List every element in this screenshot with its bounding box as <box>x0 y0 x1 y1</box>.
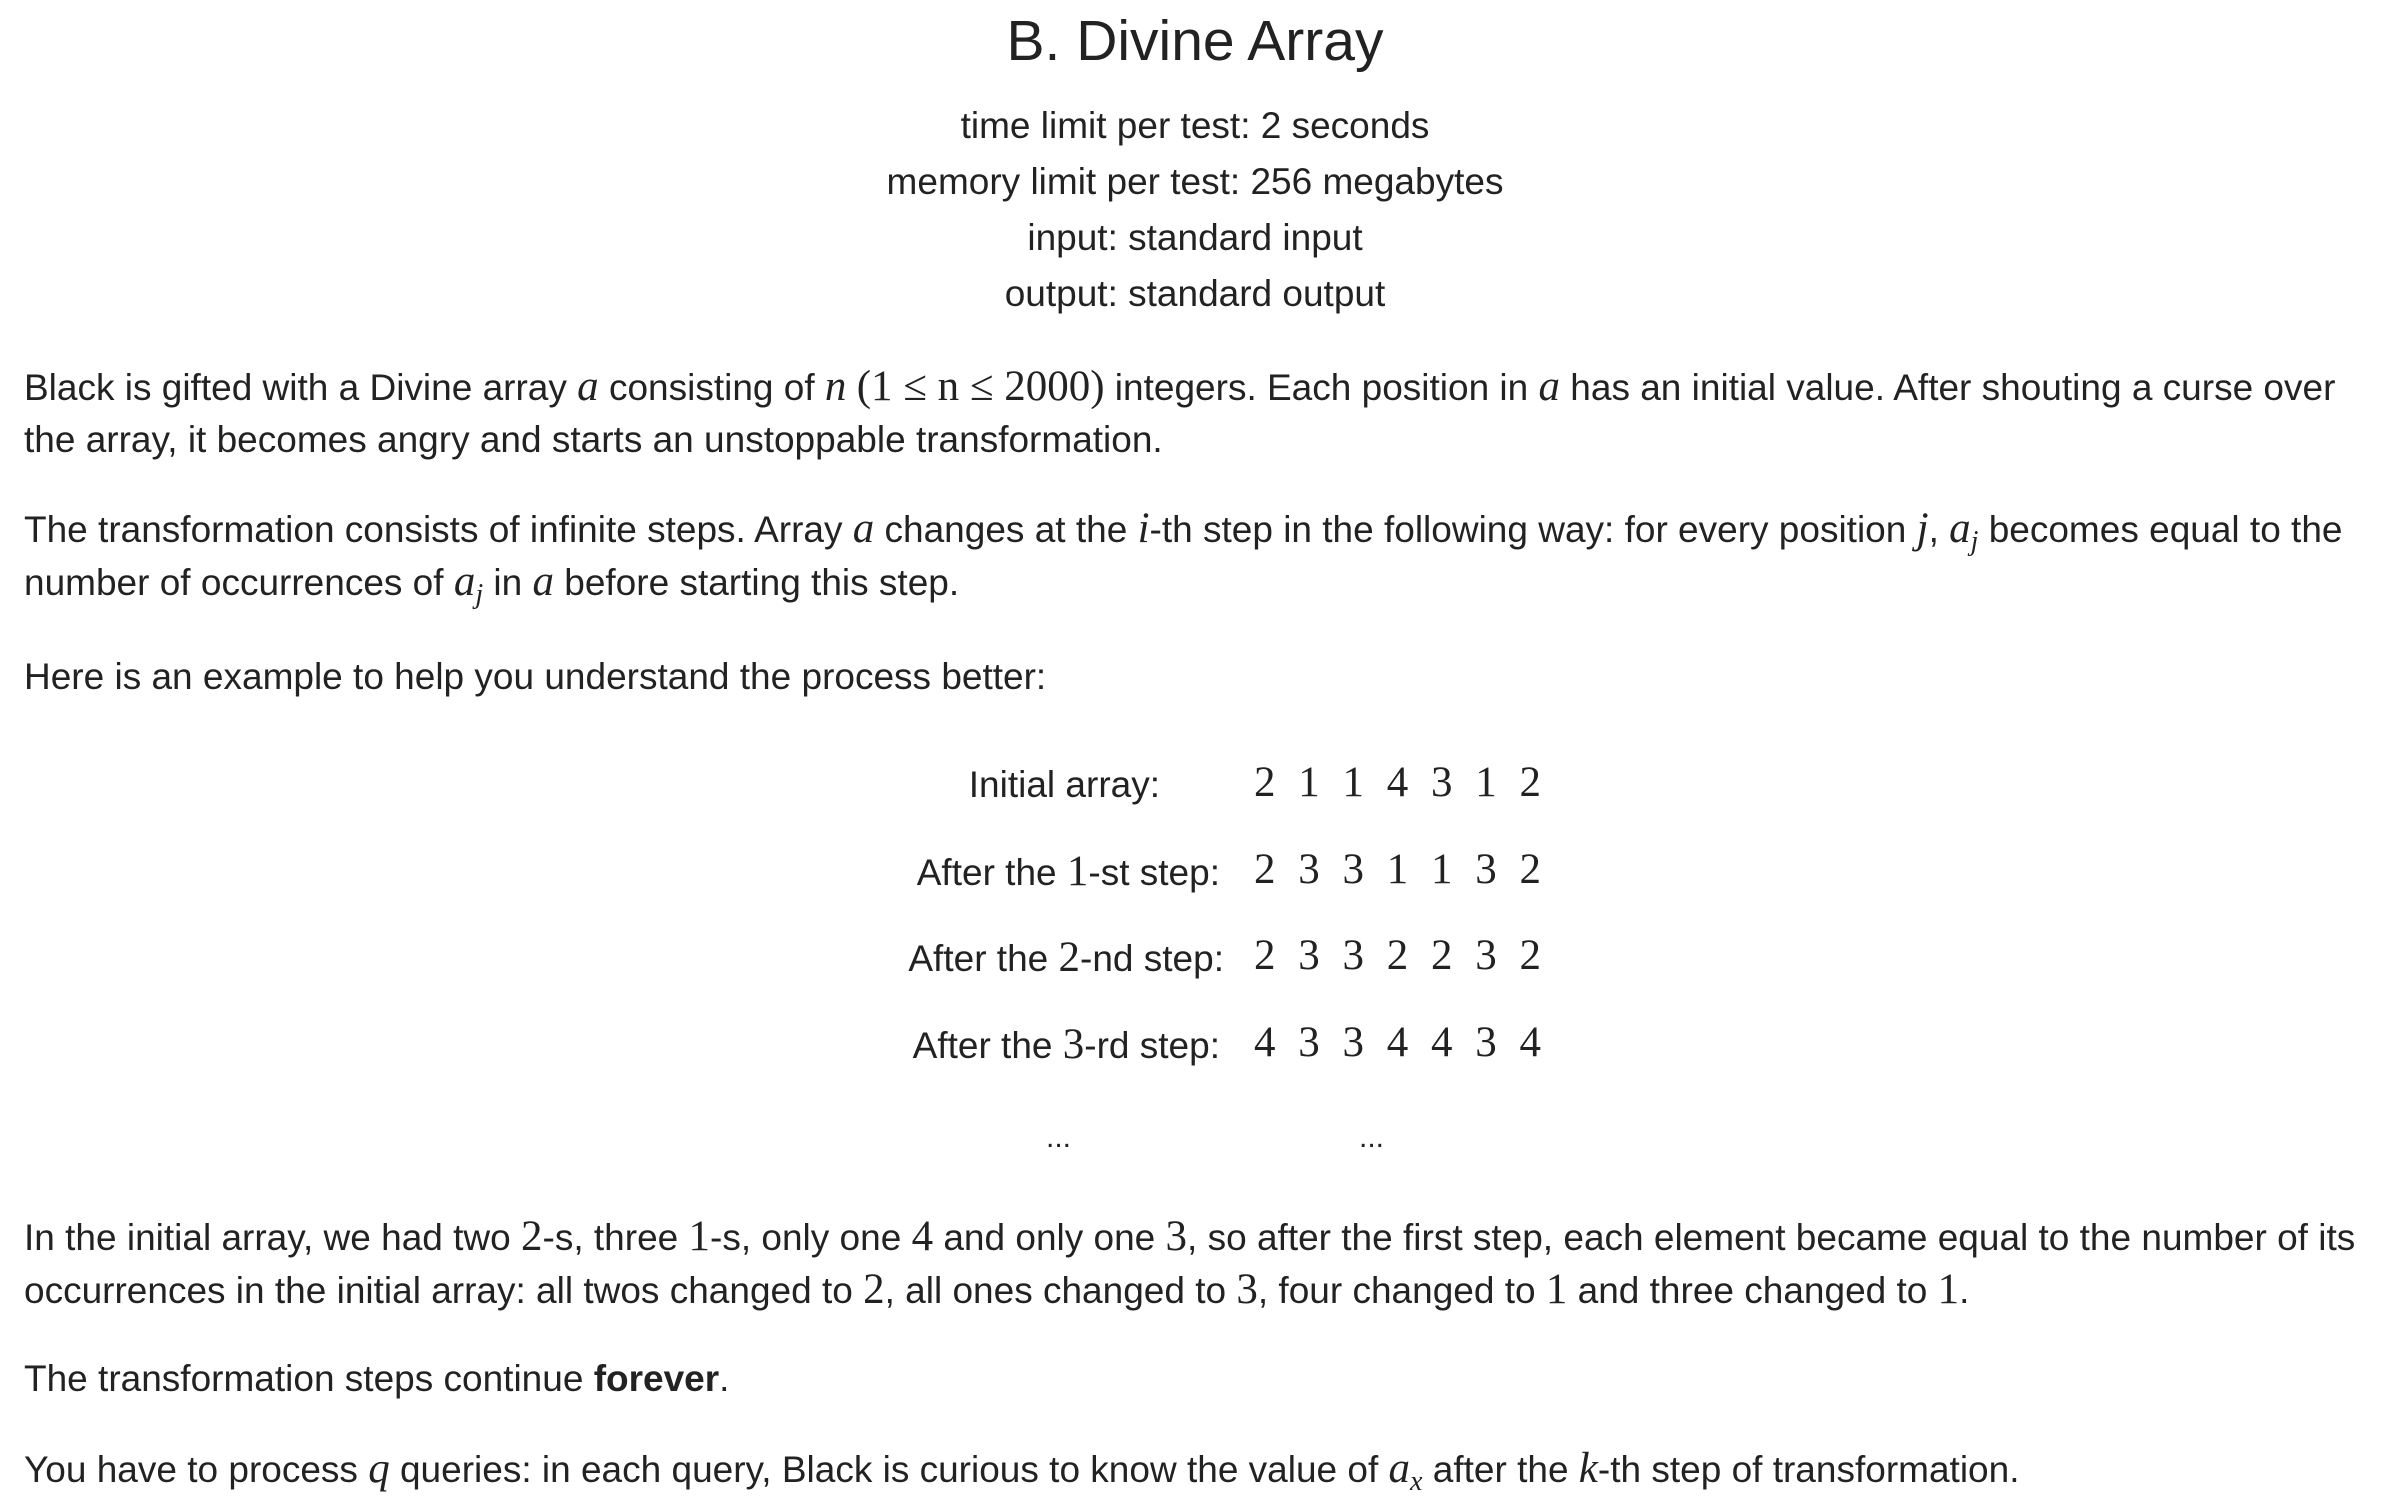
paragraph-forever: The transformation steps continue forever. <box>24 1358 730 1399</box>
example-ellipsis-left: ... <box>1046 1121 1072 1154</box>
example-ellipsis-right: ... <box>1359 1121 1385 1154</box>
example-values-step2: 2 3 3 2 2 3 2 <box>1254 932 1547 979</box>
paragraph-example-intro: Here is an example to help you understand the process better: <box>24 656 1047 697</box>
time-limit: time limit per test: 2 seconds <box>960 105 1430 146</box>
example-label-step1: After the 1-st step: <box>916 848 1220 895</box>
problem-title: B. Divine Array <box>1006 9 1384 73</box>
example-label-step2: After the 2-nd step: <box>908 934 1224 981</box>
example-values-step1: 2 3 3 1 1 3 2 <box>1254 846 1547 893</box>
example-values-step3: 4 3 3 4 4 3 4 <box>1254 1019 1547 1066</box>
paragraph-explanation: In the initial array, we had two 2-s, three 1-s, only one 4 and only one 3, so after the first step, each element became equal to the number of its occurrences in the initial array: all twos changed to 2, all ones changed to 3, four changed to 1 and three changed to 1. <box>24 1213 2356 1313</box>
memory-limit: memory limit per test: 256 megabytes <box>886 161 1504 202</box>
input-spec: input: standard input <box>1027 217 1363 258</box>
paragraph-intro: Black is gifted with a Divine array a consisting of n (1 ≤ n ≤ 2000) integers. Each position in a has an initial value. After shouting a curse over the array, it becomes angry and starts an unstoppable transformation. <box>24 363 2336 460</box>
output-spec: output: standard output <box>1004 273 1386 314</box>
example-label-step3: After the 3-rd step: <box>912 1021 1220 1068</box>
emphasis-forever: forever <box>593 1358 720 1399</box>
example-label-initial: Initial array: <box>968 764 1160 805</box>
example-values-initial: 2 1 1 4 3 1 2 <box>1254 759 1547 806</box>
paragraph-queries: You have to process q queries: in each query, Black is curious to know the value of $a_x$ after the k-th step of transformation. <box>24 1445 2020 1497</box>
paragraph-transformation: The transformation consists of infinite steps. Array a changes at the i-th step in the following way: for every position j, $a_j$ becomes equal to the number of occurrences of $a_j$ in a before starting this step. <box>24 505 2343 610</box>
